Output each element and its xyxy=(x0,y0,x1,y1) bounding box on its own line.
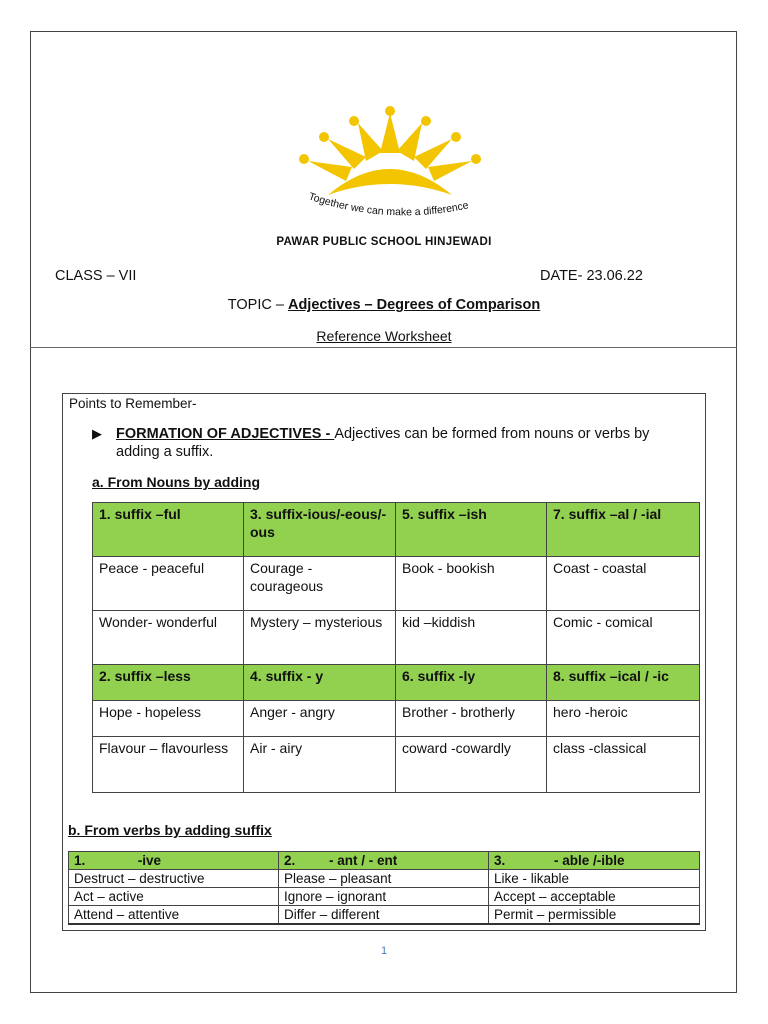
school-logo xyxy=(288,103,492,231)
table-cell: Air - airy xyxy=(244,737,396,793)
table-header-cell: 1. suffix –ful xyxy=(93,503,244,557)
table-header-cell: 2. suffix –less xyxy=(93,665,244,701)
table-header-cell: 1. -ive xyxy=(69,852,279,870)
table-header-cell: 4. suffix - y xyxy=(244,665,396,701)
section-a-heading: a. From Nouns by adding xyxy=(92,474,261,490)
table-cell: Peace - peaceful xyxy=(93,557,244,611)
formation-bullet xyxy=(92,425,682,461)
table-cell: Permit – permissible xyxy=(489,906,700,925)
table-cell: Differ – different xyxy=(279,906,489,925)
table-cell: class -classical xyxy=(547,737,700,793)
table-row xyxy=(93,611,700,665)
section-b-heading: b. From verbs by adding suffix xyxy=(68,822,272,838)
table-cell: Book - bookish xyxy=(396,557,547,611)
table-cell: Comic - comical xyxy=(547,611,700,665)
arrow-bullet-icon: ▶ xyxy=(92,426,102,441)
page-number: 1 xyxy=(380,945,388,957)
table-cell: Accept – acceptable xyxy=(489,888,700,906)
class-label: CLASS – VII xyxy=(55,268,137,284)
table-header-cell: 3. - able /-ible xyxy=(489,852,700,870)
nouns-suffix-table xyxy=(92,502,700,793)
table-cell: hero -heroic xyxy=(547,701,700,737)
date-label: DATE- 23.06.22 xyxy=(540,268,643,284)
table-cell: Courage - courageous xyxy=(244,557,396,611)
header-divider xyxy=(30,347,737,348)
table-header-cell: 3. suffix-ious/-eous/-ous xyxy=(244,503,396,557)
table-cell: Coast - coastal xyxy=(547,557,700,611)
table-cell: Like - likable xyxy=(489,870,700,888)
reference-worksheet-label: Reference Worksheet xyxy=(316,328,452,344)
table-cell: Hope - hopeless xyxy=(93,701,244,737)
logo-tagline: Together we can make a difference xyxy=(307,190,470,219)
table-row xyxy=(69,870,700,888)
svg-text:Together we can make a differe xyxy=(307,190,470,218)
table-row xyxy=(69,906,700,925)
table-header-cell: 6. suffix -ly xyxy=(396,665,547,701)
topic-line xyxy=(0,297,768,313)
table-cell: Ignore – ignorant xyxy=(279,888,489,906)
table-cell: Brother - brotherly xyxy=(396,701,547,737)
topic-prefix: TOPIC – xyxy=(227,297,288,313)
topic-title: Adjectives – Degrees of Comparison xyxy=(287,297,541,313)
table-row xyxy=(93,557,700,611)
table-cell: coward -cowardly xyxy=(396,737,547,793)
table-header-cell: 7. suffix –al / -ial xyxy=(547,503,700,557)
table-header-row xyxy=(93,503,700,557)
formation-text: Adjectives can be formed from nouns or verbs by adding a suffix. xyxy=(116,426,650,460)
table-cell: Act – active xyxy=(69,888,279,906)
table-cell: Flavour – flavourless xyxy=(93,737,244,793)
table-header-cell: 5. suffix –ish xyxy=(396,503,547,557)
table-header-cell: 8. suffix –ical / -ic xyxy=(547,665,700,701)
table-cell: Mystery – mysterious xyxy=(244,611,396,665)
table-cell: Please – pleasant xyxy=(279,870,489,888)
table-cell: Destruct – destructive xyxy=(69,870,279,888)
verbs-suffix-table xyxy=(68,851,700,925)
table-row xyxy=(93,701,700,737)
table-cell: Attend – attentive xyxy=(69,906,279,925)
table-cell: Wonder- wonderful xyxy=(93,611,244,665)
school-name: PAWAR PUBLIC SCHOOL HINJEWADI xyxy=(276,236,492,248)
table-header-row xyxy=(69,852,700,870)
table-cell: kid –kiddish xyxy=(396,611,547,665)
table-cell: Anger - angry xyxy=(244,701,396,737)
table-row xyxy=(69,888,700,906)
table-header-cell: 2. - ant / - ent xyxy=(279,852,489,870)
table-header-row xyxy=(93,665,700,701)
formation-heading: FORMATION OF ADJECTIVES - xyxy=(116,426,335,442)
points-title: Points to Remember- xyxy=(69,396,197,411)
table-row xyxy=(93,737,700,793)
